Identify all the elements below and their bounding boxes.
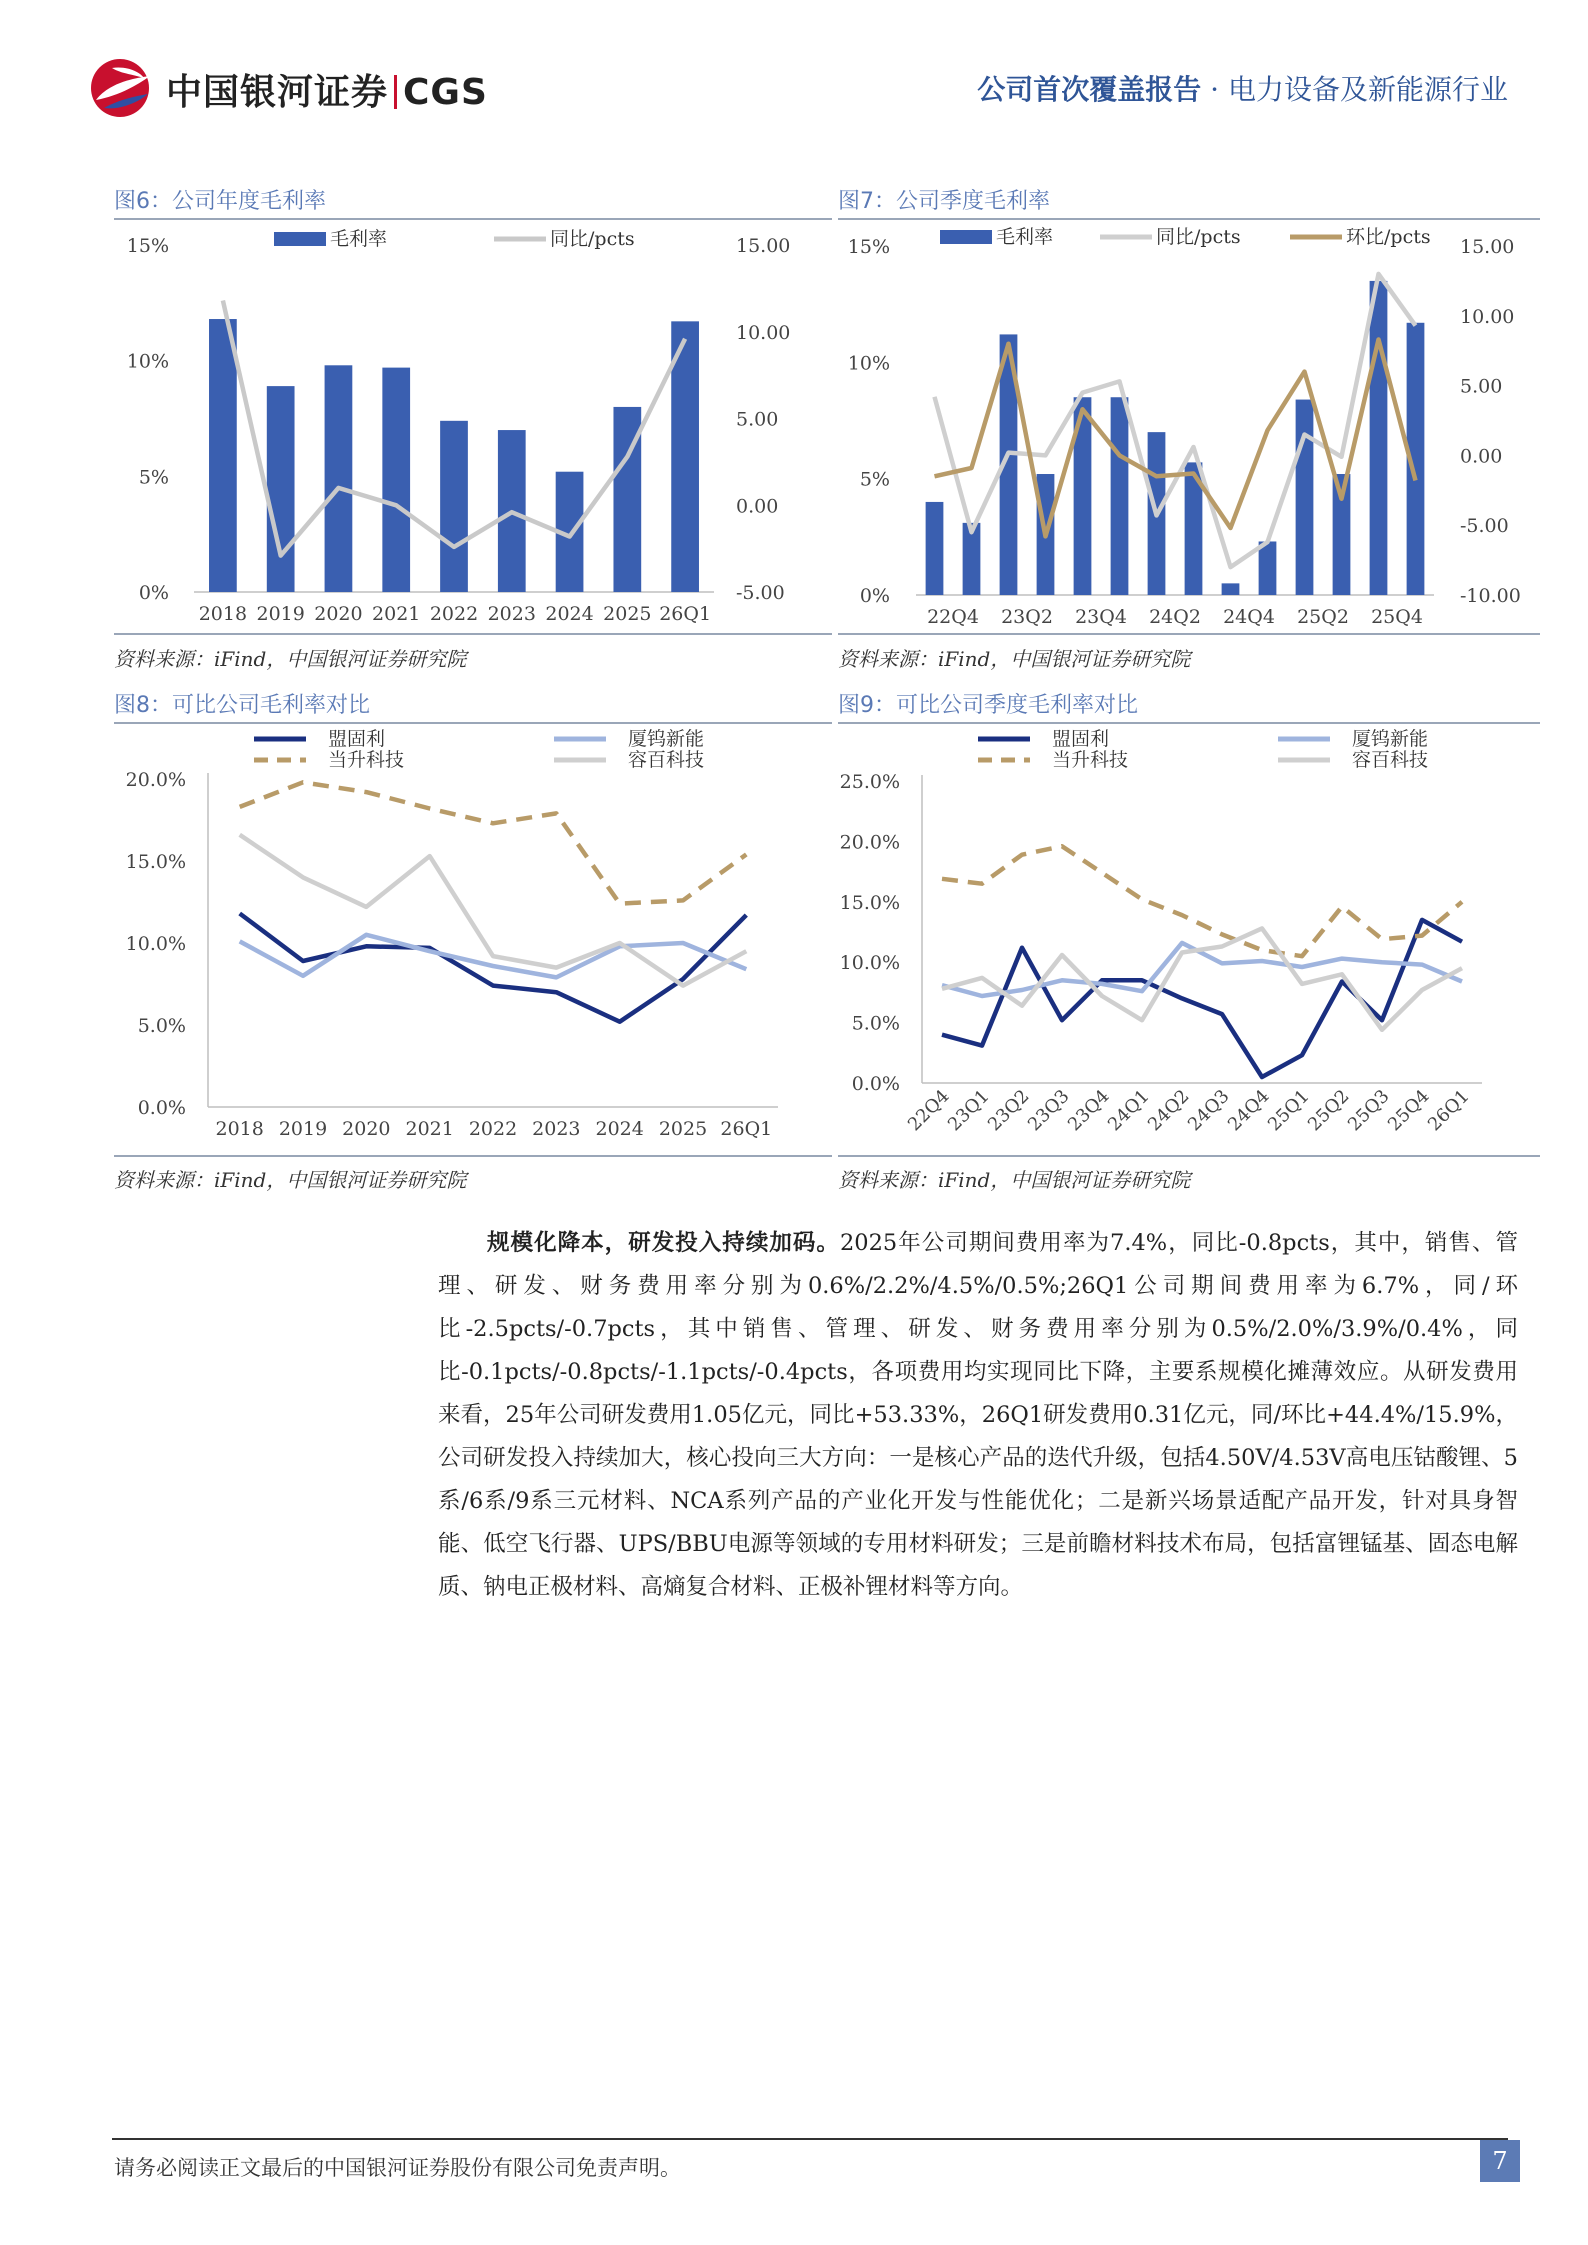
x-axis-tick-label: 25Q4 [1383,1085,1434,1136]
figure-8-bottom-rule [114,1155,832,1157]
legend-label: 盟固利 [1052,728,1110,750]
x-axis-tick-label: 22Q4 [903,1085,954,1136]
bar [1259,541,1277,595]
figure-7-source: 资料来源：iFind，中国银河证券研究院 [838,647,1191,671]
figure-9-chart [838,726,1540,1154]
x-axis-tick-label: 23Q1 [943,1085,994,1136]
y-axis-right-tick: 0.00 [736,495,779,518]
y-axis-left-tick: 5% [138,466,169,489]
x-axis-tick-label: 23Q3 [1023,1085,1074,1136]
y-axis-tick: 10.0% [839,952,900,975]
footer-rule [112,2138,1508,2140]
logo-text: 中国银河证券 [166,72,389,113]
x-axis-tick-label: 24Q4 [1223,1085,1274,1136]
x-axis-tick-label: 2023 [532,1118,581,1140]
legend-swatch [274,232,326,246]
x-axis-tick-label: 26Q1 [720,1118,773,1140]
figure-7-title: 图7：公司季度毛利率 [838,189,1050,214]
figure-6-title: 图6：公司年度毛利率 [114,189,326,214]
y-axis-tick: 10.0% [125,933,186,955]
x-axis-tick-label: 25Q2 [1297,606,1349,628]
y-axis-right-tick: -5.00 [1460,515,1509,538]
y-axis-right-tick: 5.00 [1460,375,1503,398]
legend-swatch [940,230,992,244]
x-axis-tick-label: 2021 [405,1118,454,1140]
legend-label: 毛利率 [996,226,1054,248]
y-axis-right-tick: 10.00 [736,321,791,344]
y-axis-tick: 20.0% [125,769,186,791]
footer-disclaimer: 请务必阅读正文最后的中国银河证券股份有限公司免责声明。 [114,2156,681,2180]
bar [382,368,410,592]
y-axis-tick: 15.0% [125,851,186,873]
x-axis-tick-label: 23Q2 [983,1085,1034,1136]
figure-9-top-rule [838,722,1540,724]
paragraph-text: 2025年公司期间费用率为7.4%，同比-0.8pcts，其中，销售、管理、研发、财务费用率分别为0.6%/2.2%/4.5%/0.5%;26Q1公司期间费用率为6.7%，同/环比-2.5pcts/-0.7pcts，其中销售、管理、研发、财务费用率分别为0.5%/2.0%/3.9%/0.4%，同比-0.1pcts/-0.8pcts/-1.1pcts/-0.4pcts，各项费用均实现同比下降，主要系规模化摊薄效应。从研发费用来看，25年公司研发费用1.05亿元，同比+53.33%，26Q1研发费用0.31亿元，同/环比+44.4%/15.9%，公司研发投入持续加大，核心投向三大方向：一是核心产品的迭代升级，包括4.50V/4.53V高电压钴酸锂、5系/6系/9系三元材料、NCA系列产品的产业化开发与性能优化；二是新兴场景适配产品开发，针对具身智能、低空飞行器、UPS/BBU电源等领域的专用材料研发；三是前瞻材料技术布局，包括富锂锰基、固态电解质、钠电正极材料、高熵复合材料、正极补锂材料等方向。 [438,1230,1518,1600]
bar [1222,583,1240,595]
y-axis-tick: 5.0% [851,1012,900,1035]
page-number: 7 [1480,2140,1520,2182]
legend-label: 当升科技 [328,749,405,771]
figure-8-chart [114,726,832,1154]
header-separator: · [1210,73,1220,106]
legend-label: 容百科技 [628,749,705,771]
bar [440,421,468,592]
x-axis-tick-label: 24Q4 [1223,606,1275,628]
x-axis-tick-label: 2025 [658,1118,708,1140]
y-axis-right-tick: 15.00 [1460,236,1515,258]
series-line [240,835,747,986]
y-axis-left-tick: 0% [859,585,890,607]
y-axis-tick: 5.0% [137,1015,186,1037]
logo-sub: CGS [403,72,488,113]
bar [926,502,944,595]
figure-6-source: 资料来源：iFind，中国银河证券研究院 [114,647,467,671]
y-axis-left-tick: 10% [847,352,890,375]
legend-label: 同比/pcts [1156,226,1241,248]
y-axis-tick: 0.0% [851,1073,900,1095]
bar [1370,281,1388,595]
bar [1296,400,1314,595]
industry-name: 电力设备及新能源行业 [1227,73,1508,106]
figure-9-bottom-rule [838,1155,1540,1157]
y-axis-right-tick: 10.00 [1460,305,1515,328]
y-axis-left-tick: 15% [847,236,890,258]
legend-label: 环比/pcts [1346,226,1431,248]
x-axis-tick-label: 2018 [215,1118,264,1140]
legend-label: 厦钨新能 [628,728,705,750]
x-axis-tick-label: 23Q4 [1063,1085,1114,1136]
x-axis-tick-label: 2020 [342,1118,391,1140]
x-axis-tick-label: 24Q2 [1143,1085,1194,1136]
legend-label: 同比/pcts [550,228,635,250]
x-axis-tick-label: 2018 [198,603,248,625]
legend-label: 当升科技 [1052,749,1129,771]
x-axis-tick-label: 2021 [372,603,421,625]
company-logo [88,56,508,120]
x-axis-tick-label: 2023 [487,603,536,625]
x-axis-tick-label: 2019 [256,603,305,625]
x-axis-tick-label: 24Q1 [1103,1085,1154,1136]
bar [1111,397,1129,595]
x-axis-tick-label: 24Q2 [1149,606,1201,628]
body-paragraph [438,1222,1518,1609]
figure-8-title: 图8：可比公司毛利率对比 [114,693,370,718]
figure-7-chart [838,222,1540,632]
report-header [977,68,1508,108]
figure-9-title: 图9：可比公司季度毛利率对比 [838,693,1138,718]
x-axis-tick-label: 25Q1 [1263,1085,1314,1136]
x-axis-tick-label: 25Q2 [1303,1085,1354,1136]
x-axis-tick-label: 26Q1 [1423,1085,1474,1136]
x-axis-tick-label: 2024 [545,603,594,625]
logo-divider [394,75,397,109]
bar [325,365,353,592]
x-axis-tick-label: 23Q2 [1001,606,1053,628]
x-axis-tick-label: 2019 [278,1118,328,1140]
x-axis-tick-label: 2025 [603,603,652,625]
y-axis-right-tick: 0.00 [1460,445,1503,468]
x-axis-tick-label: 22Q4 [927,606,979,628]
figure-9-source: 资料来源：iFind，中国银河证券研究院 [838,1168,1191,1192]
y-axis-left-tick: 15% [126,235,169,257]
y-axis-left-tick: 0% [138,582,169,604]
figure-8-top-rule [114,722,832,724]
x-axis-tick-label: 2022 [468,1118,518,1140]
y-axis-tick: 20.0% [839,831,900,854]
paragraph-lead: 规模化降本，研发投入持续加码。 [486,1230,840,1256]
legend-label: 毛利率 [330,228,388,250]
y-axis-left-tick: 10% [126,350,169,373]
x-axis-tick-label: 24Q3 [1183,1085,1234,1136]
x-axis-tick-label: 25Q4 [1371,606,1423,628]
y-axis-tick: 0.0% [137,1097,186,1119]
legend-label: 容百科技 [1352,749,1429,771]
x-axis-tick-label: 2024 [595,1118,644,1140]
series-line [942,920,1462,1077]
series-line [942,846,1462,956]
report-type: 公司首次覆盖报告 [977,73,1202,106]
y-axis-right-tick: 15.00 [736,235,791,257]
figure-6-chart [114,222,832,632]
y-axis-tick: 15.0% [839,891,900,914]
figure-7-bottom-rule [838,633,1540,635]
x-axis-tick-label: 2020 [314,603,363,625]
x-axis-tick-label: 26Q1 [659,603,712,625]
y-axis-right-tick: 5.00 [736,408,779,431]
figure-8-source: 资料来源：iFind，中国银河证券研究院 [114,1168,467,1192]
figure-6-bottom-rule [114,633,832,635]
y-axis-left-tick: 5% [859,468,890,491]
figure-6-top-rule [114,218,832,220]
bar [267,386,295,592]
bar [209,319,237,592]
logo-emblem-icon [88,56,158,120]
y-axis-tick: 25.0% [839,771,900,793]
figure-7-top-rule [838,218,1540,220]
legend-label: 盟固利 [328,728,386,750]
x-axis-tick-label: 25Q3 [1343,1085,1394,1136]
x-axis-tick-label: 2022 [429,603,479,625]
y-axis-right-tick: -10.00 [1460,585,1521,607]
y-axis-right-tick: -5.00 [736,582,785,604]
legend-label: 厦钨新能 [1352,728,1429,750]
x-axis-tick-label: 23Q4 [1075,606,1127,628]
